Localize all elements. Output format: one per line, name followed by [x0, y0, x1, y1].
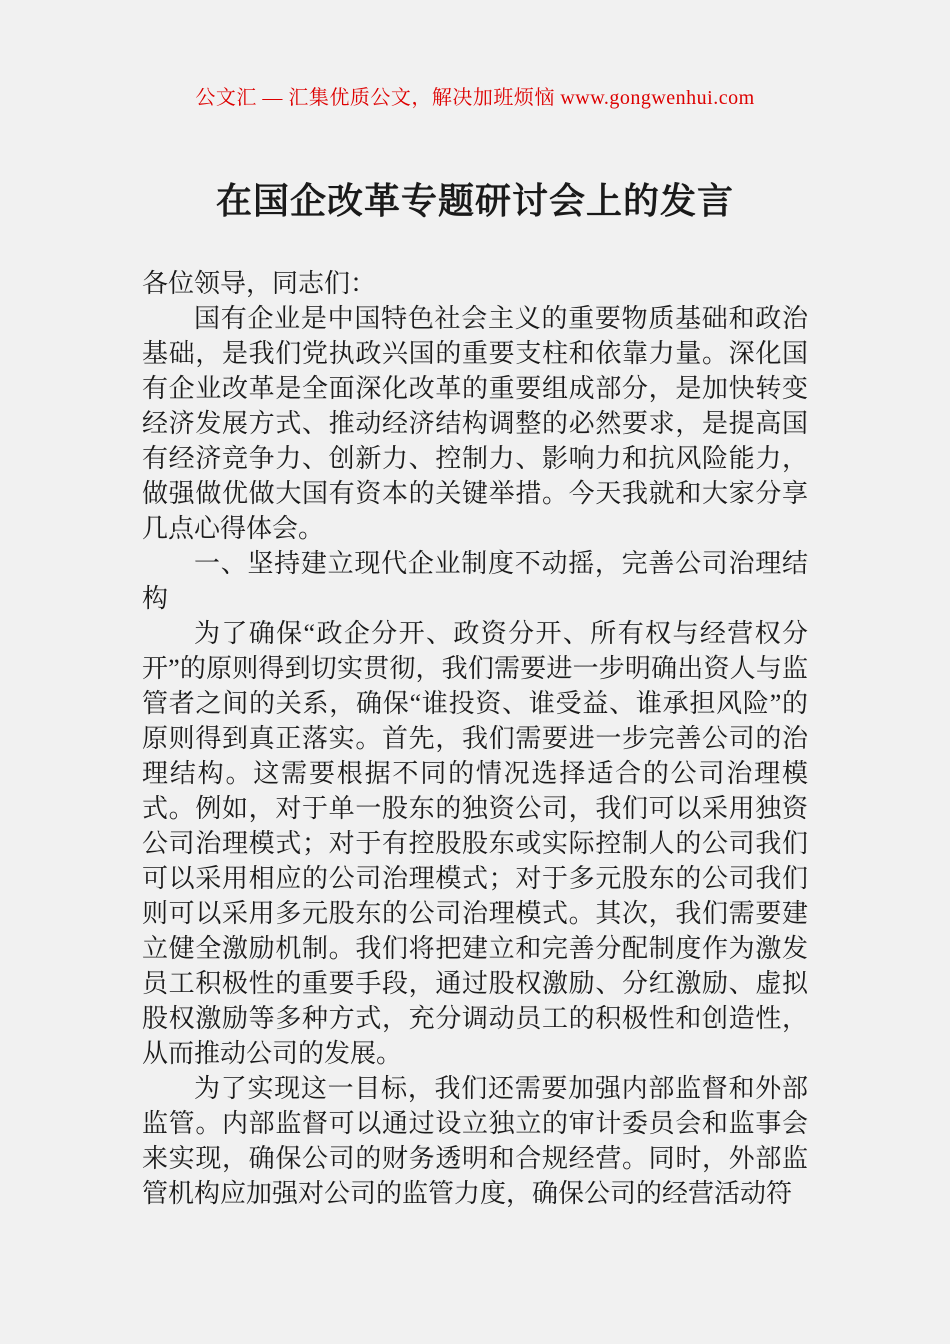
body-paragraph: 为了实现这一目标，我们还需要加强内部监督和外部监管。内部监督可以通过设立独立的审计委员会和监事会来实现，确保公司的财务透明和合规经营。同时，外部监管机构应加强对公司的监管力度，确保公司的经营活动符: [142, 1074, 808, 1208]
document-body: [142, 266, 808, 1211]
body-paragraph: 为了确保“政企分开、政资分开、所有权与经营权分开”的原则得到切实贯彻，我们需要进一步明确出资人与监管者之间的关系，确保“谁投资、谁受益、谁承担风险”的原则得到真正落实。首先，我们需要进一步完善公司的治理结构。这需要根据不同的情况选择适合的公司治理模式。例如，对于单一股东的独资公司，我们可以采用独资公司治理模式；对于有控股股东或实际控制人的公司我们可以采用相应的公司治理模式；对于多元股东的公司我们则可以采用多元股东的公司治理模式。其次，我们需要建立健全激励机制。我们将把建立和完善分配制度作为激发员工积极性的重要手段，通过股权激励、分红激励、虚拟股权激励等多种方式，充分调动员工的积极性和创造性，从而推动公司的发展。: [142, 619, 808, 1068]
section-heading-paragraph: 一、坚持建立现代企业制度不动摇，完善公司治理结构: [142, 549, 808, 613]
salutation-paragraph: 各位领导，同志们：: [142, 269, 377, 298]
document-title: 在国企改革专题研讨会上的发言: [215, 181, 734, 221]
site-watermark-text: 公文汇 — 汇集优质公文，解决加班烦恼 www.gongwenhui.com: [195, 87, 755, 109]
intro-paragraph: 国有企业是中国特色社会主义的重要物质基础和政治基础，是我们党执政兴国的重要支柱和依靠力量。深化国有企业改革是全面深化改革的重要组成部分，是加快转变经济发展方式、推动经济结构调整的必然要求，是提高国有经济竞争力、创新力、控制力、影响力和抗风险能力，做强做优做大国有资本的关键举措。今天我就和大家分享几点心得体会。: [142, 304, 808, 543]
